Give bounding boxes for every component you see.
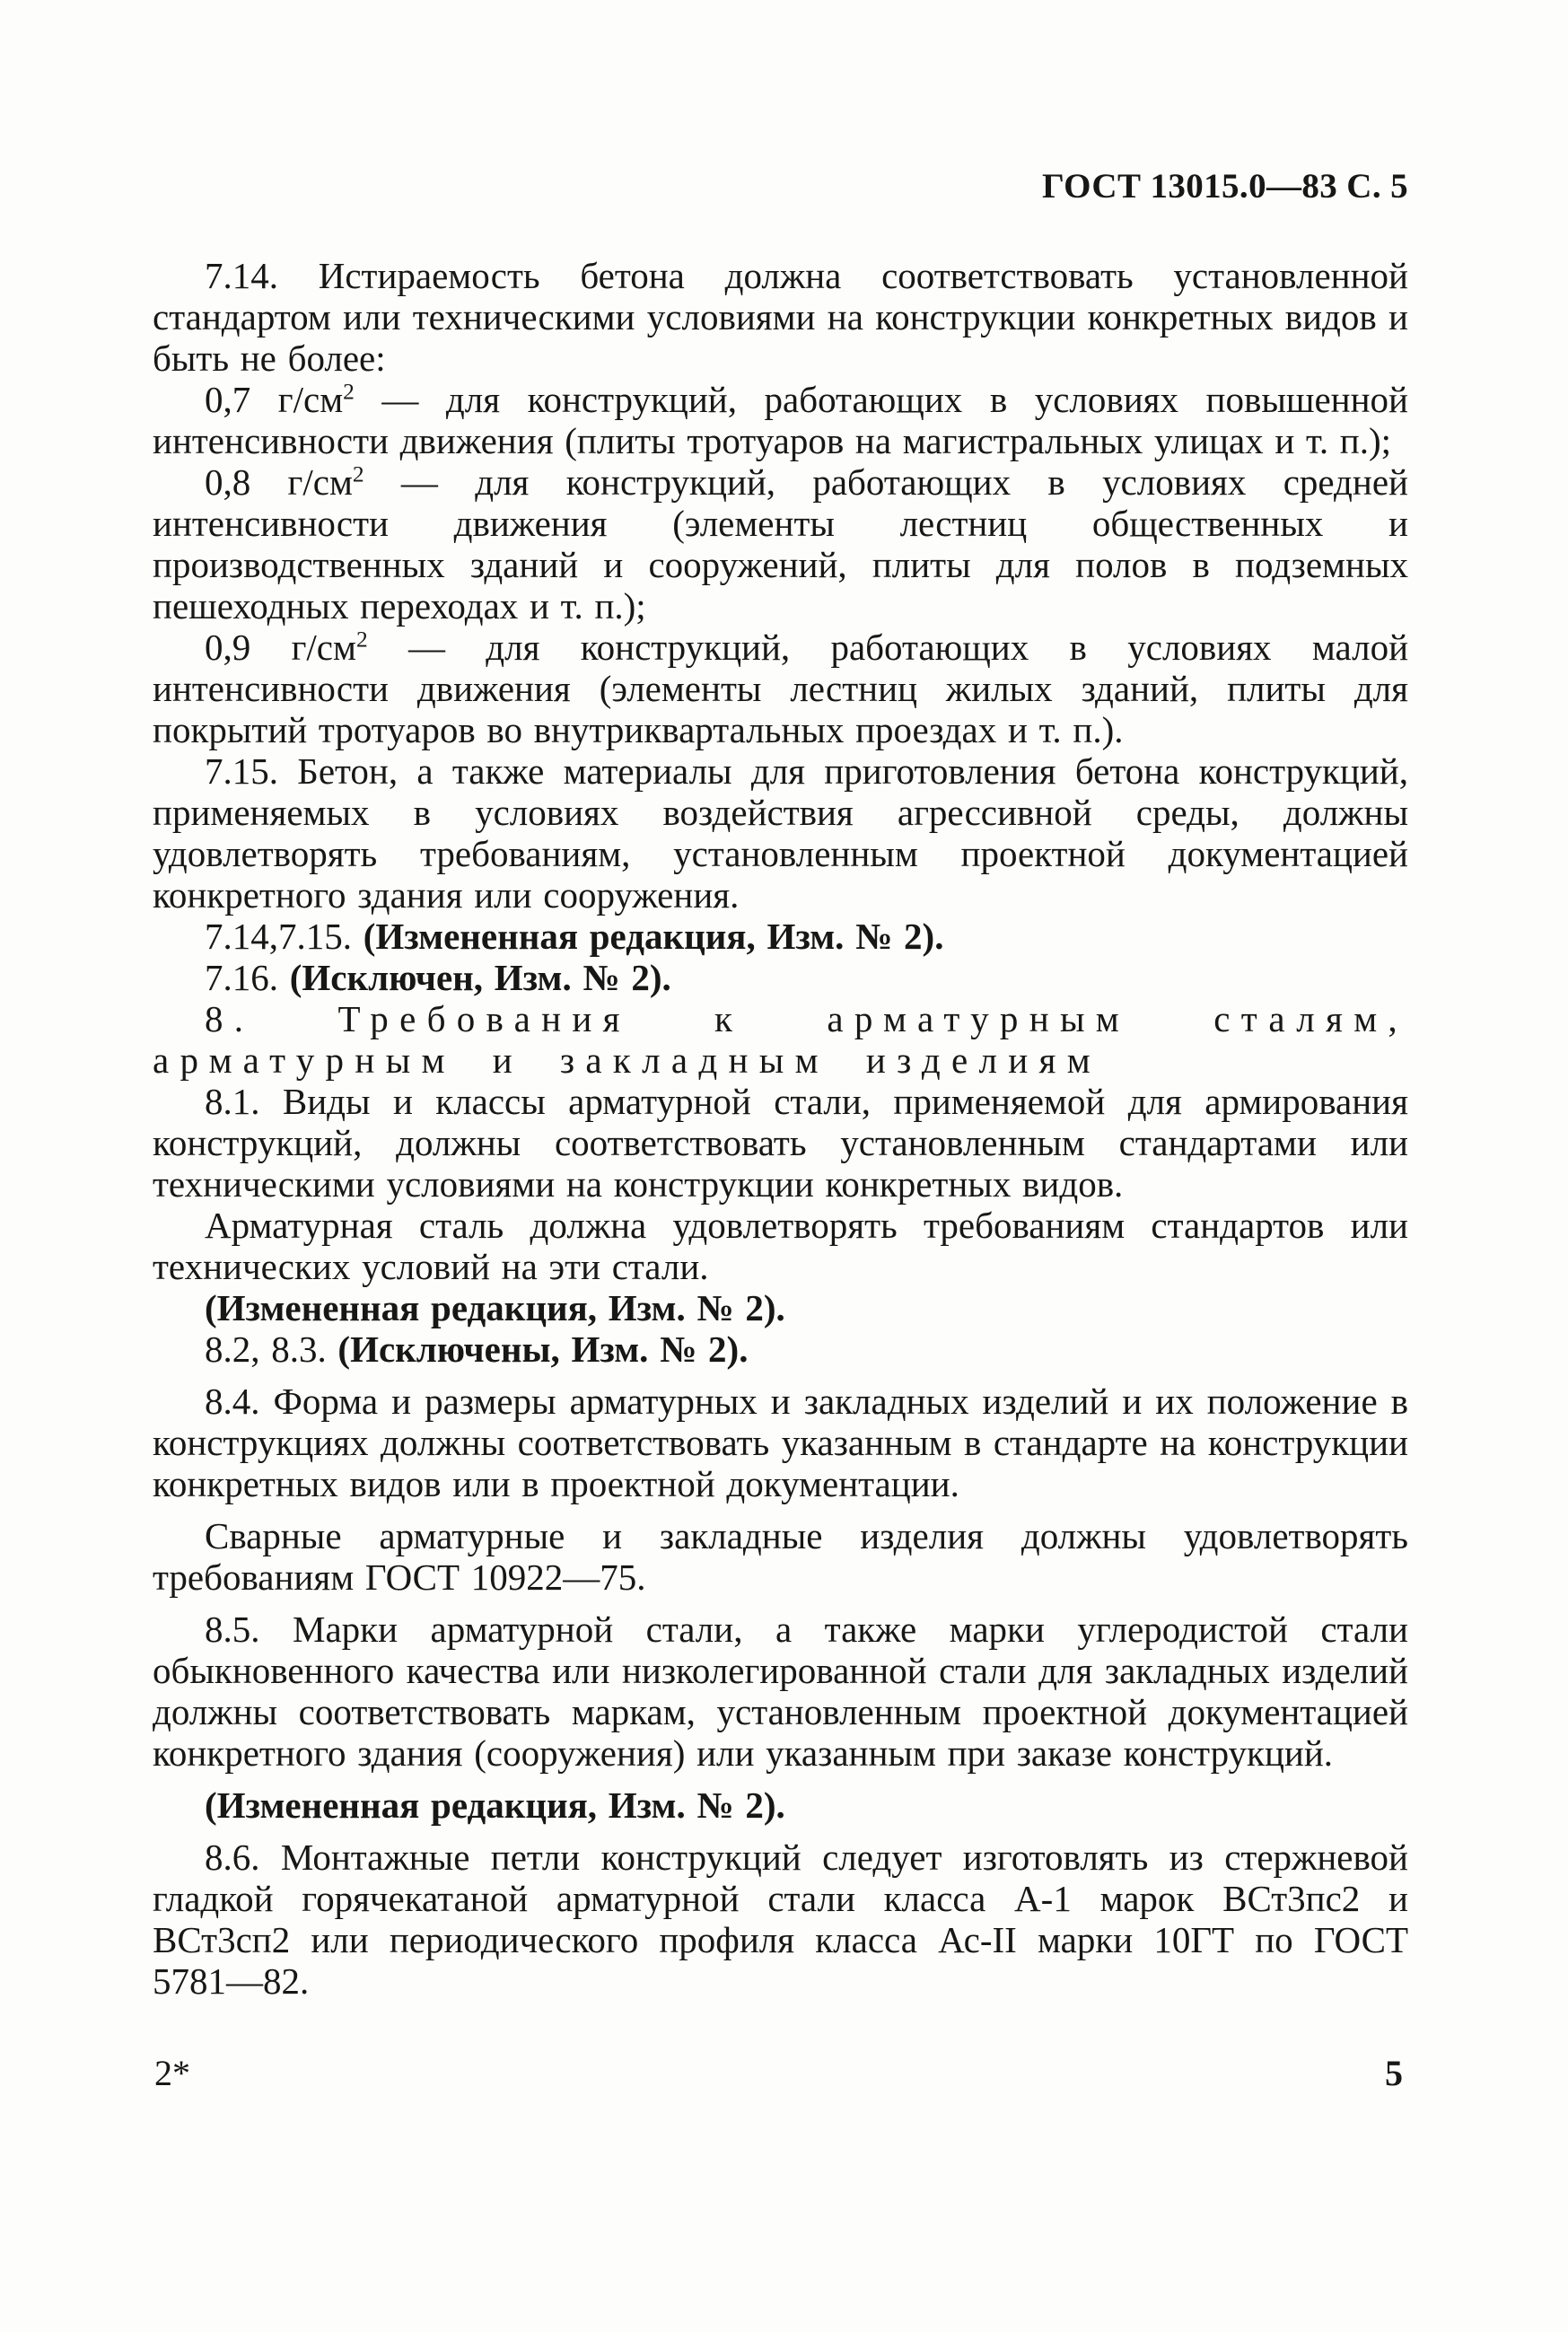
paragraph-8-5-amendment: (Измененная редакция, Изм. № 2). [205,1784,785,1826]
paragraph-7-14: 7.14. Истираемость бетона должна соответствовать установленной стандартом или техническими условиями на конструкции конкретных видов и быть не более: [153,255,1408,379]
paragraph-abrasion-0-8 [153,461,1408,627]
header-doc-ref: ГОСТ 13015.0—83 С. 5 [1041,167,1408,206]
clause-number: 8.2, 8.3. [205,1328,338,1370]
paragraph-8-4: 8.4. Форма и размеры арматурных и закладных изделий и их положение в конструкциях должны соответствовать указанным в стандарте на конструкции конкретных видов или в проектной документации. [153,1381,1408,1504]
paragraph-8-5: 8.5. Марки арматурной стали, а также марки углеродистой стали обыкновенного качества или низколегированной стали для закладных изделий должны соответствовать маркам, установленным проектной документацией конкретного здания (сооружения) или указанным при заказе конструкций. [153,1609,1408,1774]
document-body [153,255,1408,2002]
paragraph-7-14-7-15-amendment [153,916,1408,957]
paragraph-abrasion-0-9 [153,627,1408,750]
paragraph-8-4-continued: Сварные арматурные и закладные изделия должны удовлетворять требованиям ГОСТ 10922—75. [153,1515,1408,1598]
paragraph-text: — для конструкций, работающих в условиях повышенной интенсивности движения (плиты тротуаров на магистральных улицах и т. п.); [153,379,1409,461]
footer-page-number: 5 [1385,2053,1403,2093]
paragraph-8-2-8-3-excluded [153,1328,1408,1370]
section-8-heading: 8. Требования к арматурным сталям, арматурным и закладным изделиям [153,998,1408,1081]
superscript-2: 2 [352,461,364,487]
paragraph-8-1: 8.1. Виды и классы арматурной стали, применяемой для армирования конструкций, должны соответствовать установленным стандартами или техническими условиями на конструкции конкретных видов. [153,1081,1408,1205]
paragraph-8-1-continued: Арматурная сталь должна удовлетворять требованиям стандартов или технических условий на эти стали. [153,1205,1408,1287]
paragraph-text: 0,8 г/см [205,461,353,503]
clause-number: 7.16. [205,957,290,998]
exclusion-note: (Исключен, Изм. № 2). [289,957,671,998]
paragraph-text: 0,7 г/см [205,379,344,420]
paragraph-text: — для конструкций, работающих в условиях средней интенсивности движения (элементы лестниц общественных и производственных зданий и сооружений, плиты для полов в подземных пешеходных переходах и т. п.); [153,461,1408,627]
paragraph-7-15: 7.15. Бетон, а также материалы для приготовления бетона конструкций, применяемых в условиях воздействия агрессивной среды, должны удовлетворять требованиям, установленным проектной документацией конкретного здания или сооружения. [153,750,1408,916]
superscript-2: 2 [343,379,355,405]
paragraph-8-1-amendment: (Измененная редакция, Изм. № 2). [205,1287,785,1328]
paragraph-7-16-excluded [153,957,1408,998]
footer-signature-mark: 2* [154,2053,190,2093]
amendment-note: (Измененная редакция, Изм. № 2). [363,916,944,957]
paragraph-8-6: 8.6. Монтажные петли конструкций следует изготовлять из стержневой гладкой горячекатаной арматурной стали класса А-1 марок ВСт3пс2 и ВСт3сп2 или периодического профиля класса Ас-II марки 10ГТ по ГОСТ 5781—82. [153,1837,1408,2002]
exclusion-note: (Исключены, Изм. № 2). [337,1328,749,1370]
paragraph-text: — для конструкций, работающих в условиях малой интенсивности движения (элементы лестниц жилых зданий, плиты для покрытий тротуаров во внутриквартальных проездах и т. п.). [153,627,1409,750]
superscript-2: 2 [355,627,368,653]
paragraph-abrasion-0-7 [153,379,1408,461]
clause-number: 7.14,7.15. [205,916,364,957]
page-footer [154,2052,1403,2094]
paragraph-text: 0,9 г/см [205,627,356,668]
page-header [153,167,1408,206]
